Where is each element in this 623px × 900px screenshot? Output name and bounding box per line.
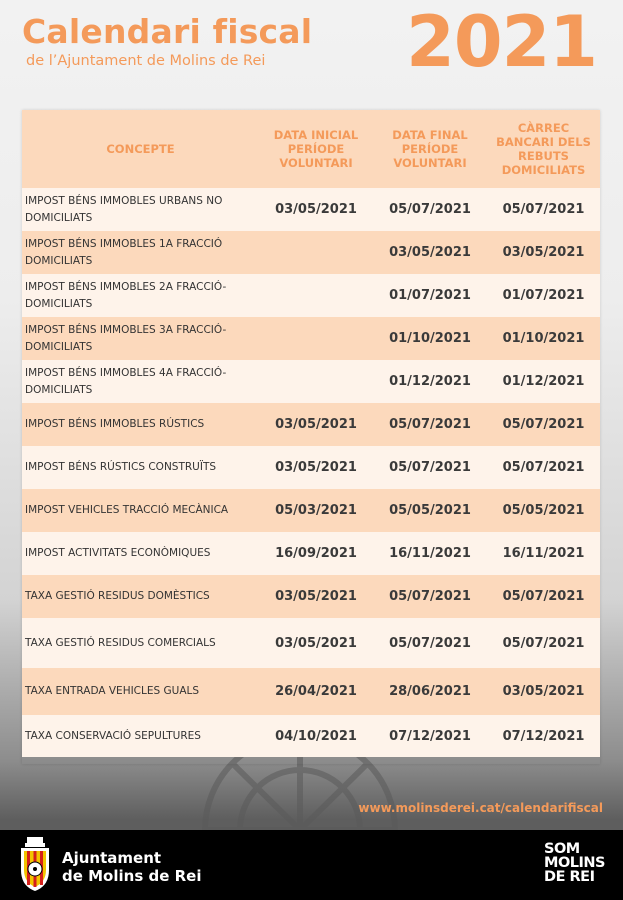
start-date-cell: 03/05/2021 xyxy=(259,188,373,231)
charge-date-cell: 05/07/2021 xyxy=(487,575,600,618)
concept-cell: IMPOST BÉNS IMMOBLES 1A FRACCIÓ DOMICILIATS xyxy=(22,231,259,274)
end-date-cell: 05/05/2021 xyxy=(373,489,487,532)
charge-date-cell: 01/12/2021 xyxy=(487,360,600,403)
table-row xyxy=(22,575,600,618)
charge-date-cell: 03/05/2021 xyxy=(487,668,600,715)
column-header-start-date: DATA INICIAL PERÍODE VOLUNTARI xyxy=(259,110,373,188)
concept-cell: IMPOST BÉNS IMMOBLES RÚSTICS xyxy=(22,403,259,446)
charge-date-cell: 05/07/2021 xyxy=(487,618,600,668)
charge-date-cell: 07/12/2021 xyxy=(487,715,600,757)
start-date-cell: 26/04/2021 xyxy=(259,668,373,715)
charge-date-cell: 05/07/2021 xyxy=(487,446,600,489)
start-date-cell: 03/05/2021 xyxy=(259,403,373,446)
fiscal-calendar-table xyxy=(22,110,600,757)
table-row xyxy=(22,618,600,668)
column-header-concept: CONCEPTE xyxy=(22,110,259,188)
table-row xyxy=(22,317,600,360)
start-date-cell xyxy=(259,231,373,274)
municipality-name-line2: de Molins de Rei xyxy=(62,867,202,885)
concept-cell: IMPOST BÉNS IMMOBLES URBANS NO DOMICILIATS xyxy=(22,188,259,231)
end-date-cell: 05/07/2021 xyxy=(373,575,487,618)
charge-date-cell: 05/07/2021 xyxy=(487,188,600,231)
end-date-cell: 05/07/2021 xyxy=(373,618,487,668)
municipality-name xyxy=(62,849,201,885)
column-header-bank-charge: CÀRREC BANCARI DELS REBUTS DOMICILIATS xyxy=(487,110,600,188)
municipal-shield-icon xyxy=(18,836,52,892)
website-link[interactable]: www.molinsderei.cat/calendarifiscal xyxy=(358,801,603,815)
charge-date-cell: 03/05/2021 xyxy=(487,231,600,274)
start-date-cell xyxy=(259,360,373,403)
start-date-cell: 03/05/2021 xyxy=(259,618,373,668)
concept-cell: IMPOST BÉNS IMMOBLES 2A FRACCIÓ-DOMICILIATS xyxy=(22,274,259,317)
table-row xyxy=(22,489,600,532)
table-row xyxy=(22,446,600,489)
table-row xyxy=(22,274,600,317)
start-date-cell: 03/05/2021 xyxy=(259,575,373,618)
table-row xyxy=(22,668,600,715)
end-date-cell: 01/12/2021 xyxy=(373,360,487,403)
start-date-cell: 03/05/2021 xyxy=(259,446,373,489)
year-label: 2021 xyxy=(406,1,597,83)
end-date-cell: 01/10/2021 xyxy=(373,317,487,360)
page-header xyxy=(0,0,623,110)
concept-cell: IMPOST BÉNS RÚSTICS CONSTRUÏTS xyxy=(22,446,259,489)
table-row xyxy=(22,360,600,403)
table-row xyxy=(22,188,600,231)
end-date-cell: 05/07/2021 xyxy=(373,188,487,231)
concept-cell: TAXA GESTIÓ RESIDUS COMERCIALS xyxy=(22,618,259,668)
start-date-cell: 05/03/2021 xyxy=(259,489,373,532)
charge-date-cell: 05/07/2021 xyxy=(487,403,600,446)
concept-cell: IMPOST VEHICLES TRACCIÓ MECÀNICA xyxy=(22,489,259,532)
municipality-name-line1: Ajuntament xyxy=(62,849,162,867)
table-row xyxy=(22,403,600,446)
concept-cell: TAXA GESTIÓ RESIDUS DOMÈSTICS xyxy=(22,575,259,618)
table-row xyxy=(22,532,600,575)
table-row xyxy=(22,231,600,274)
end-date-cell: 01/07/2021 xyxy=(373,274,487,317)
brand-line1: SOM xyxy=(544,841,580,857)
charge-date-cell: 05/05/2021 xyxy=(487,489,600,532)
page-title: Calendari fiscal xyxy=(22,12,313,51)
concept-cell: TAXA CONSERVACIÓ SEPULTURES xyxy=(22,715,259,757)
charge-date-cell: 01/07/2021 xyxy=(487,274,600,317)
table-header-row xyxy=(22,110,600,188)
concept-cell: TAXA ENTRADA VEHICLES GUALS xyxy=(22,668,259,715)
end-date-cell: 05/07/2021 xyxy=(373,403,487,446)
fiscal-calendar-table-panel xyxy=(22,110,600,764)
end-date-cell: 03/05/2021 xyxy=(373,231,487,274)
start-date-cell: 16/09/2021 xyxy=(259,532,373,575)
end-date-cell: 16/11/2021 xyxy=(373,532,487,575)
brand-line3: DE REI xyxy=(544,869,595,885)
concept-cell: IMPOST BÉNS IMMOBLES 3A FRACCIÓ-DOMICILIATS xyxy=(22,317,259,360)
footer-bar xyxy=(0,830,623,900)
end-date-cell: 28/06/2021 xyxy=(373,668,487,715)
som-molins-de-rei-logo xyxy=(544,842,605,884)
start-date-cell: 04/10/2021 xyxy=(259,715,373,757)
brand-line2: MOLINS xyxy=(544,855,605,871)
page-subtitle: de l’Ajuntament de Molins de Rei xyxy=(26,53,266,69)
start-date-cell xyxy=(259,274,373,317)
table-row xyxy=(22,715,600,757)
charge-date-cell: 16/11/2021 xyxy=(487,532,600,575)
end-date-cell: 05/07/2021 xyxy=(373,446,487,489)
start-date-cell xyxy=(259,317,373,360)
concept-cell: IMPOST ACTIVITATS ECONÒMIQUES xyxy=(22,532,259,575)
concept-cell: IMPOST BÉNS IMMOBLES 4A FRACCIÓ-DOMICILIATS xyxy=(22,360,259,403)
end-date-cell: 07/12/2021 xyxy=(373,715,487,757)
charge-date-cell: 01/10/2021 xyxy=(487,317,600,360)
column-header-end-date: DATA FINAL PERÍODE VOLUNTARI xyxy=(373,110,487,188)
